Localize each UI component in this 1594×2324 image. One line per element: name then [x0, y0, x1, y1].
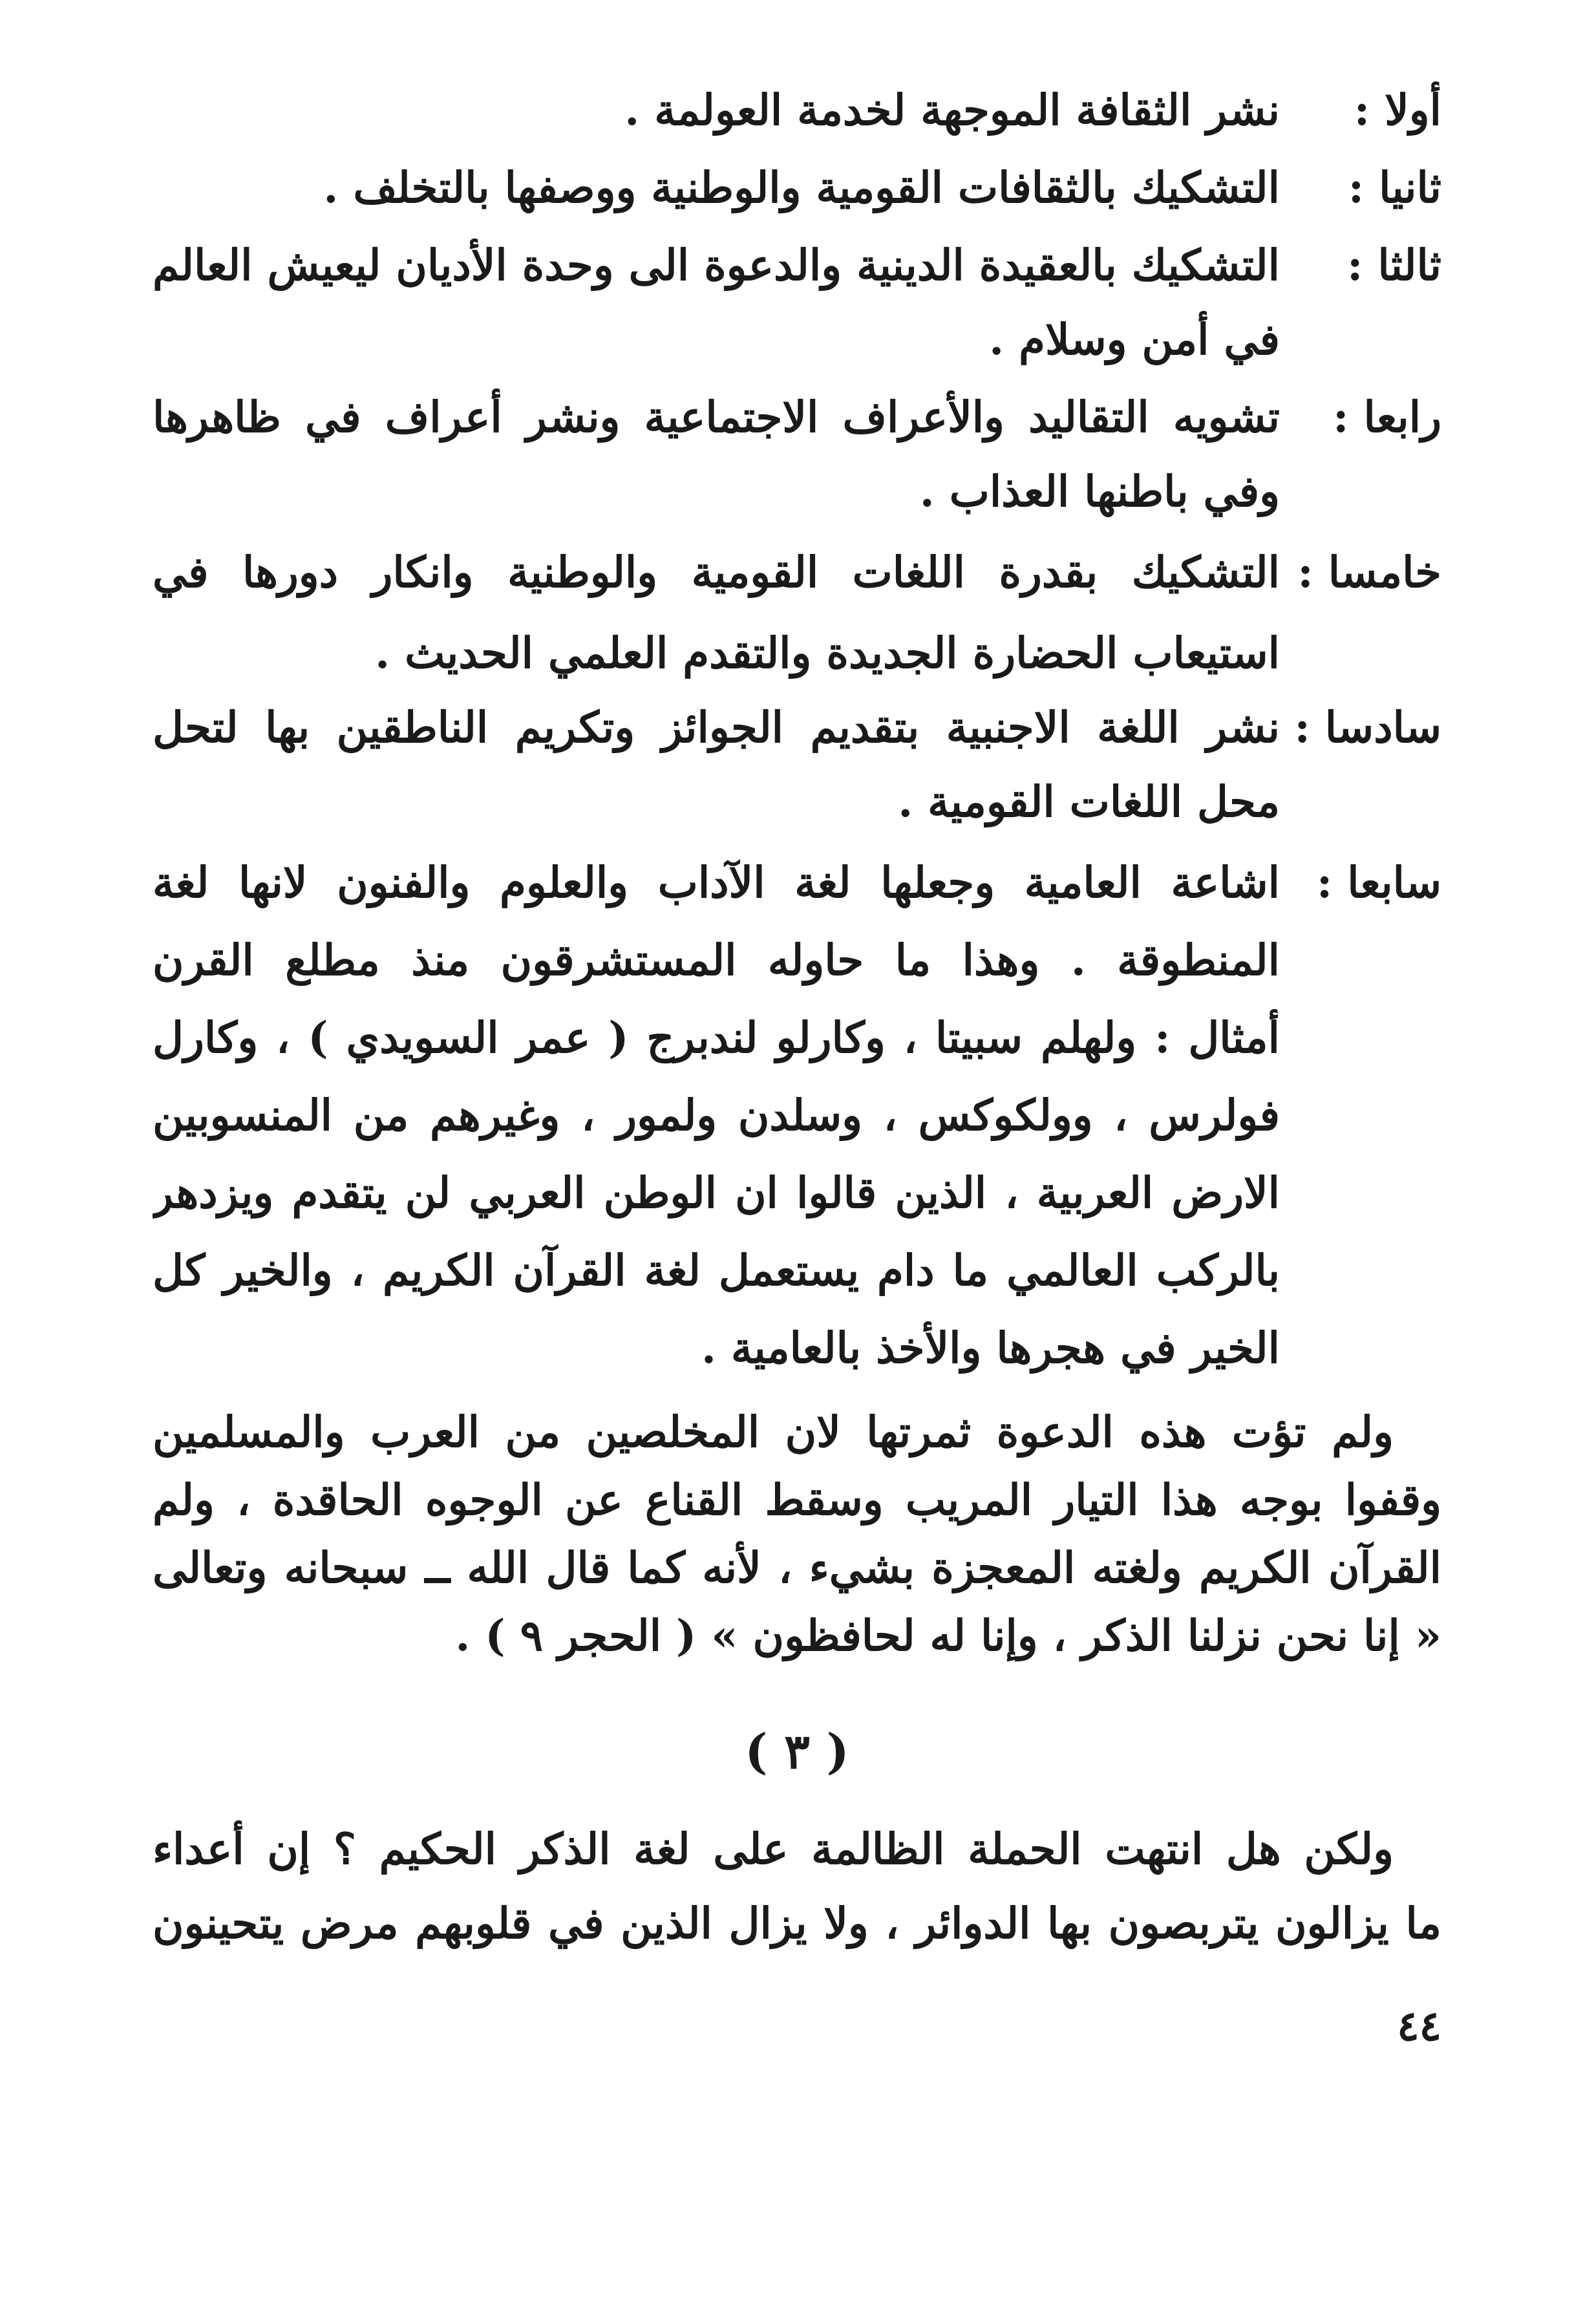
- list-item-label: ثانيا :: [1348, 162, 1441, 213]
- list-item-continuation: الخير في هجرها والأخذ بالعامية .: [701, 1323, 1280, 1373]
- section-number: ( ٣ ): [745, 1724, 849, 1780]
- page-number: ٤٤: [1397, 2002, 1441, 2051]
- list-item-label: سابعا :: [1316, 857, 1441, 908]
- list-item-5: [153, 543, 1441, 601]
- paragraph-line: ما يزالون يتربصون بها الدوائر ، ولا يزال الذين في قلوبهم مرض يتحينون: [153, 1898, 1441, 1948]
- list-item-7: [153, 853, 1441, 911]
- list-item-1: [153, 81, 1441, 139]
- list-item-continuation: الارض العربية ، الذين قالوا ان الوطن العربي لن يتقدم ويزدهر: [153, 1167, 1280, 1218]
- list-item-label: خامسا :: [1297, 547, 1441, 597]
- paragraph-line: ولكن هل انتهت الحملة الظالمة على لغة الذكر الحكيم ؟ إن أعداء: [153, 1824, 1394, 1874]
- list-item-line: اشاعة العامية وجعلها لغة الآداب والعلوم والفنون لانها لغة: [153, 857, 1280, 908]
- list-item-line: التشكيك بالثقافات القومية والوطنية ووصفها بالتخلف .: [323, 162, 1280, 213]
- list-item-continuation: فولرس ، وولكوكس ، وسلدن ولمور ، وغيرهم من المنسوبين: [153, 1090, 1280, 1140]
- list-item-continuation: أمثال : ولهلم سبيتا ، وكارلو لندبرج ( عمر السويدي ) ، وكارل: [153, 1012, 1280, 1063]
- list-item-6: [153, 698, 1441, 756]
- list-item-continuation: محل اللغات القومية .: [898, 776, 1280, 827]
- paragraph-line: وقفوا بوجه هذا التيار المريب وسقط القناع عن الوجوه الحاقدة ، ولم: [153, 1475, 1441, 1525]
- list-item-label: أولا :: [1354, 85, 1441, 135]
- list-item-label: ثالثا :: [1347, 240, 1441, 290]
- list-item-line: نشر اللغة الاجنبية بتقديم الجوائز وتكريم الناطقين بها لتحل: [153, 702, 1280, 752]
- list-item-continuation: استيعاب الحضارة الجديدة والتقدم العلمي الحديث .: [375, 628, 1280, 678]
- list-item-continuation: وفي باطنها العذاب .: [919, 466, 1280, 517]
- list-item-line: نشر الثقافة الموجهة لخدمة العولمة .: [624, 85, 1280, 135]
- list-item-label: رابعا :: [1333, 392, 1441, 442]
- list-item-continuation: المنطوقة . وهذا ما حاوله المستشرقون منذ مطلع القرن: [153, 935, 1280, 985]
- list-item-4: [153, 388, 1441, 446]
- list-item-label: سادسا :: [1294, 702, 1441, 752]
- list-item-line: تشويه التقاليد والأعراف الاجتماعية ونشر أعراف في ظاهرها: [153, 392, 1280, 442]
- list-item-continuation: بالركب العالمي ما دام يستعمل لغة القرآن الكريم ، والخير كل: [153, 1245, 1280, 1295]
- paragraph-line: ولم تؤت هذه الدعوة ثمرتها لان المخلصين من العرب والمسلمين: [153, 1407, 1394, 1457]
- list-item-3: [153, 236, 1441, 294]
- list-item-line: التشكيك بالعقيدة الدينية والدعوة الى وحدة الأديان ليعيش العالم: [153, 240, 1280, 290]
- list-item-2: [153, 158, 1441, 217]
- list-item-continuation: في أمن وسلام .: [989, 314, 1280, 365]
- paragraph-line: القرآن الكريم ولغته المعجزة بشيء ، لأنه كما قال الله ــ سبحانه وتعالى: [153, 1542, 1441, 1593]
- paragraph-line: « إنا نحن نزلنا الذكر ، وإنا له لحافظون » ( الحجر ٩ ) .: [455, 1610, 1441, 1661]
- list-item-line: التشكيك بقدرة اللغات القومية والوطنية وانكار دورها في: [153, 547, 1280, 597]
